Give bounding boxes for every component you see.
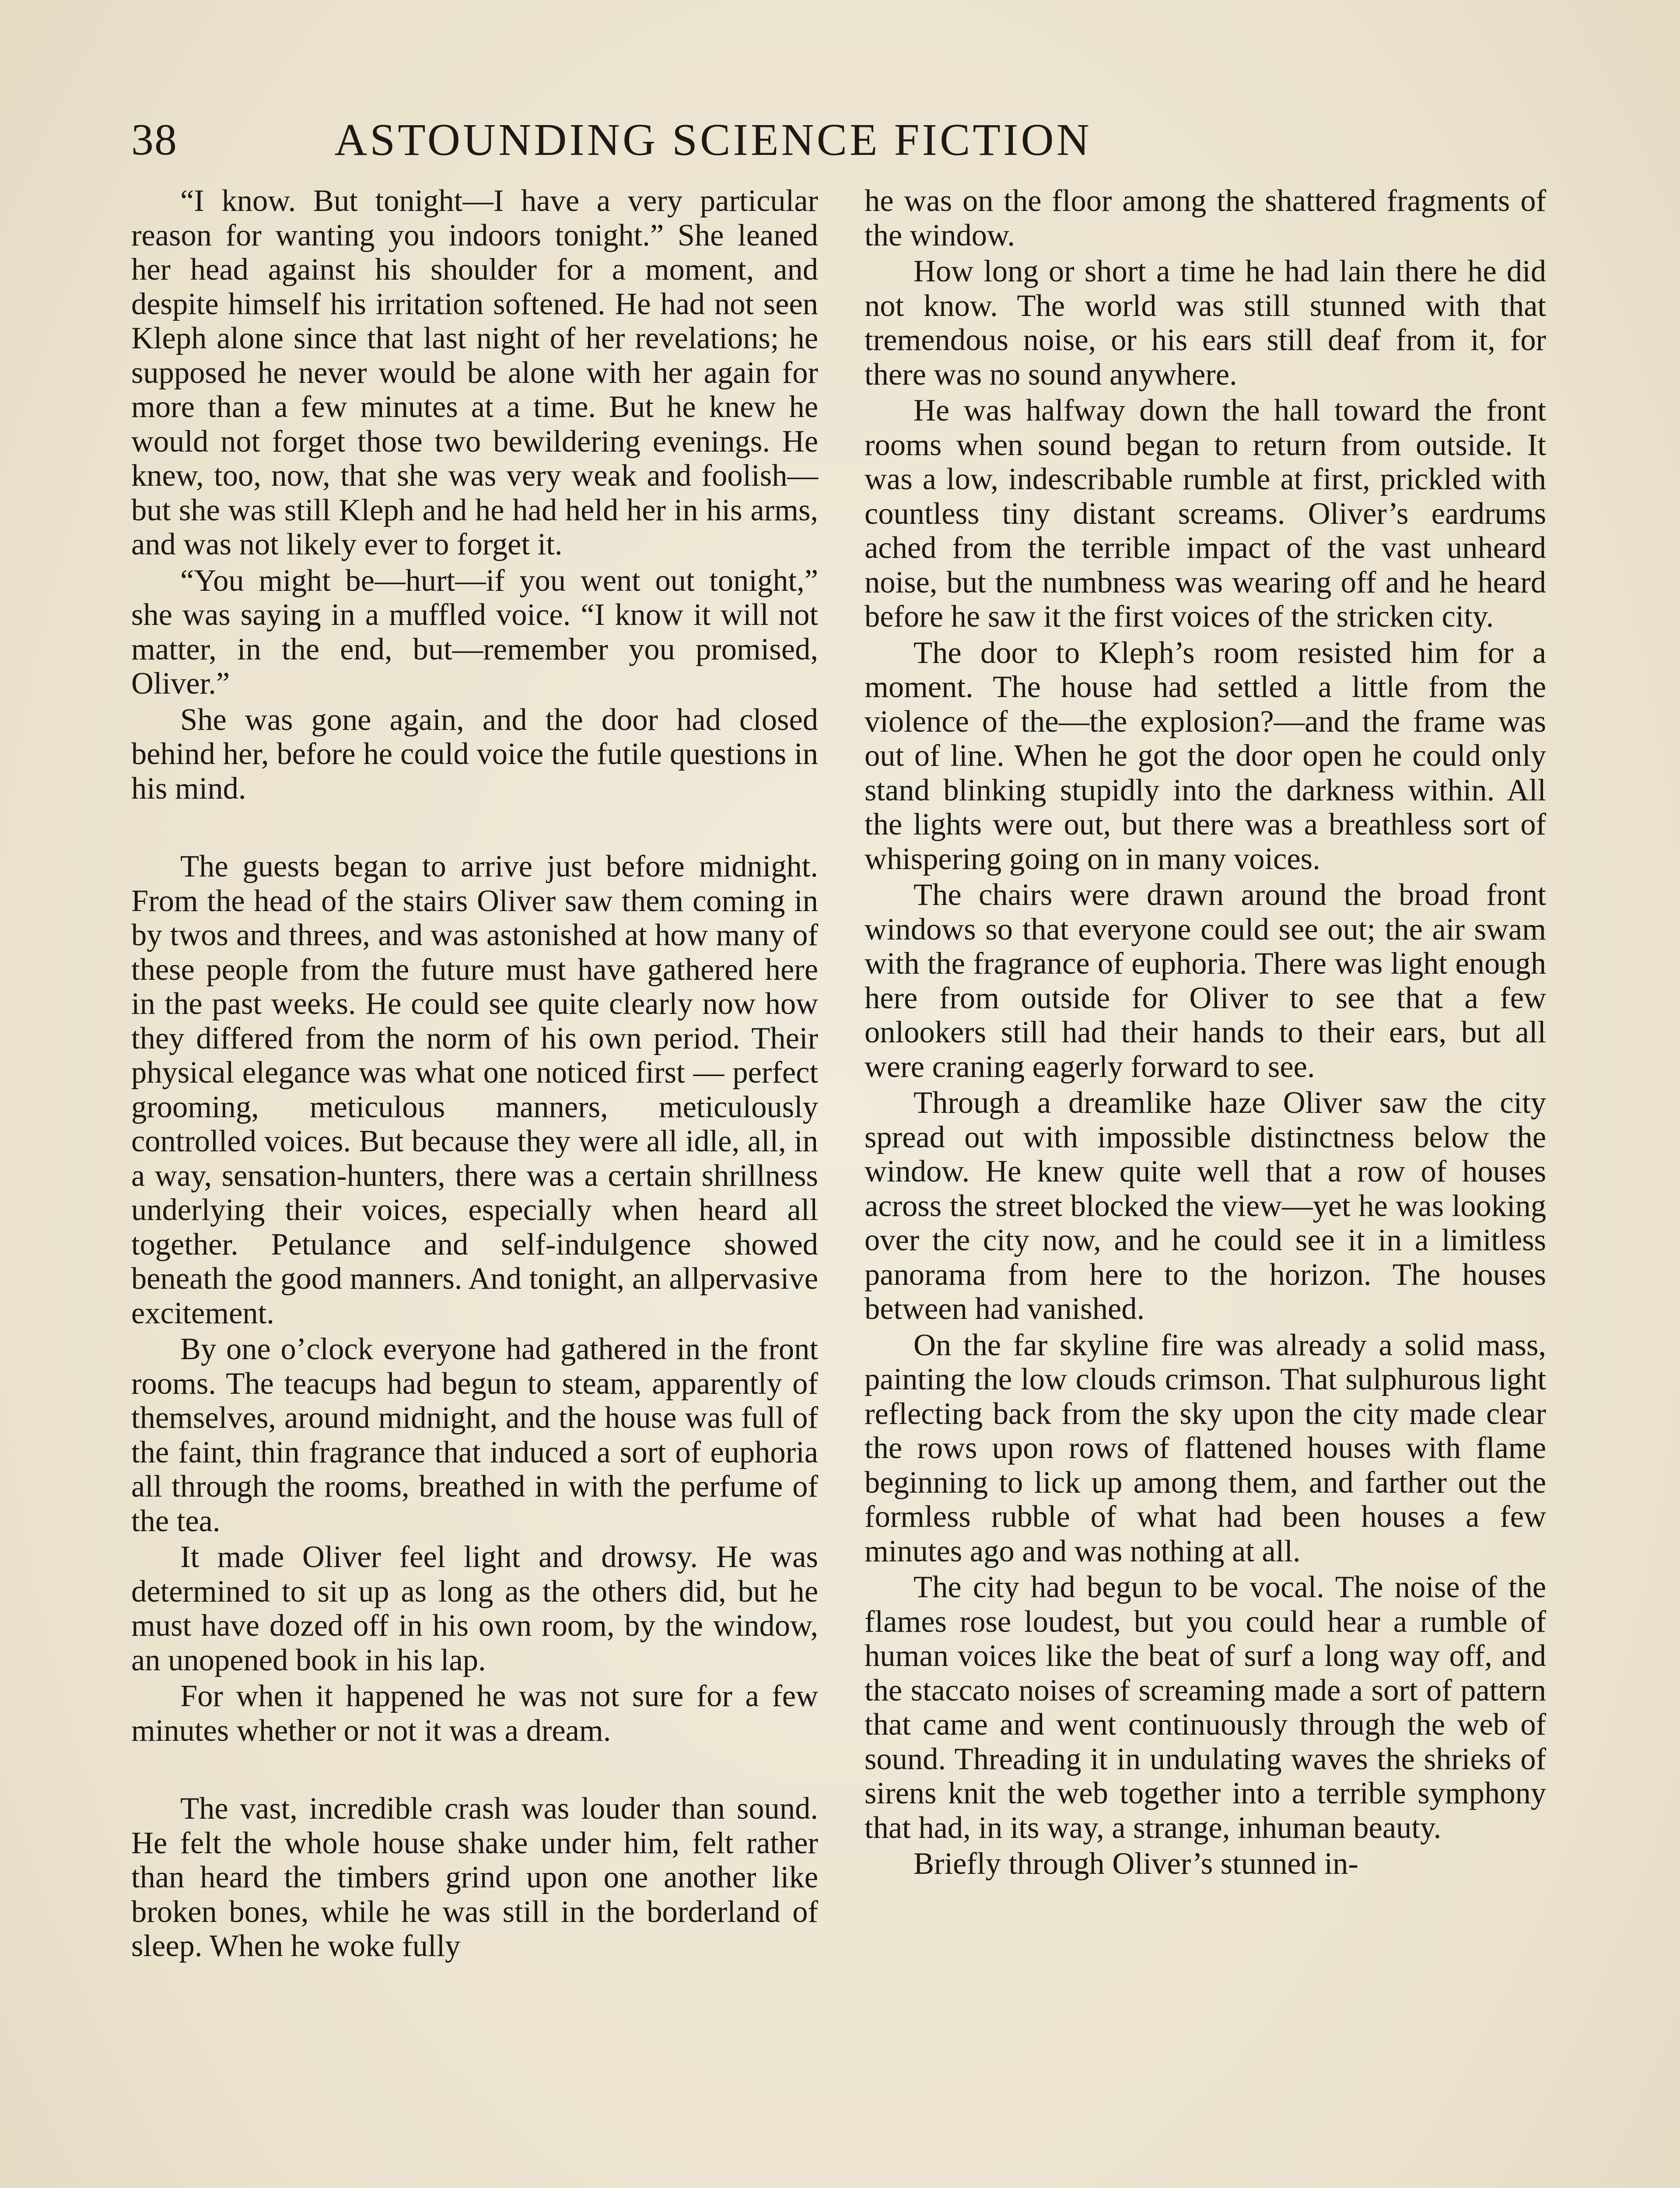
paragraph: The door to Kleph’s room resisted him for a moment. The house had settled a little from the violence of the—the explosion?—and the frame was out of line. When he got the door open he could only stand blinking stupidly into the darkness within. All the lights were out, but there was a breathless sort of whispering going on in many voices. (864, 635, 1546, 876)
paragraph: It made Oliver feel light and drowsy. He was determined to sit up as long as the others did, but he must have dozed off in his own room, by the window, an unopened book in his lap. (131, 1540, 818, 1677)
page-number: 38 (131, 115, 178, 165)
paragraph: Through a dreamlike haze Oliver saw the city spread out with impossible distinctness below the window. He knew quite well that a row of houses across the street blocked the view—yet he was looking over the city now, and he could see it in a limitless panorama from here to the horizon. The houses between had vanished. (864, 1086, 1546, 1326)
section-break (131, 807, 818, 849)
paragraph: For when it happened he was not sure for a few minutes whether or not it was a dream. (131, 1679, 818, 1748)
page-header (131, 109, 1216, 171)
paragraph: How long or short a time he had lain there he did not know. The world was still stunned with that tremendous noise, or his ears still deaf from it, for there was no sound anywhere. (864, 254, 1546, 392)
paragraph: The city had begun to be vocal. The noise of the flames rose loudest, but you could hear a rumble of human voices like the beat of surf a long way off, and the staccato noises of screaming made a sort of pattern that came and went continuously through the web of sound. Threading it in undulating waves the shrieks of sirens knit the web together into a terrible symphony that had, in its way, a strange, inhuman beauty. (864, 1570, 1546, 1845)
running-title: ASTOUNDING SCIENCE FICTION (334, 115, 1092, 165)
left-column (131, 184, 818, 1965)
paragraph: “You might be—hurt—if you went out tonight,” she was saying in a muffled voice. “I know it will not matter, in the end, but—remember you promised, Oliver.” (131, 563, 818, 701)
paragraph: By one o’clock everyone had gathered in the front rooms. The teacups had begun to steam, apparently of themselves, around midnight, and the house was full of the faint, thin fragrance that induced a sort of euphoria all through the rooms, breathed in with the perfume of the tea. (131, 1332, 818, 1538)
paragraph: The chairs were drawn around the broad front windows so that everyone could see out; the air swam with the fragrance of euphoria. There was light enough here from outside for Oliver to see that a few onlookers still had their hands to their ears, but all were craning eagerly forward to see. (864, 878, 1546, 1084)
paragraph: The guests began to arrive just before midnight. From the head of the stairs Oliver saw them coming in by twos and threes, and was astonished at how many of these people from the future must have gathered here in the past weeks. He could see quite clearly now how they differed from the norm of his own period. Their physical elegance was what one noticed first — perfect grooming, meticulous manners, meticulously controlled voices. But because they were all idle, all, in a way, sensation-hunters, there was a certain shrillness underlying their voices, especially when heard all together. Petulance and self-indulgence showed beneath the good manners. And tonight, an allpervasive excitement. (131, 849, 818, 1330)
right-column (864, 184, 1546, 1883)
paragraph: Briefly through Oliver’s stunned in- (914, 1847, 1358, 1881)
section-break (131, 1750, 818, 1792)
paragraph: She was gone again, and the door had closed behind her, before he could voice the futile questions in his mind. (131, 702, 818, 806)
paragraph-continued: he was on the floor among the shattered fragments of the window. (864, 184, 1546, 252)
paragraph: “I know. But tonight—I have a very particular reason for wanting you indoors tonight.” She leaned her head against his shoulder for a moment, and despite himself his irritation softened. He had not seen Kleph alone since that last night of her revelations; he supposed he never would be alone with her again for more than a few minutes at a time. But he knew he would not forget those two bewildering evenings. He knew, too, now, that she was very weak and foolish—but she was still Kleph and he had held her in his arms, and was not likely ever to forget it. (131, 184, 818, 561)
paragraph: On the far skyline fire was already a solid mass, painting the low clouds crimson. That sulphurous light reflecting back from the sky upon the city made clear the rows upon rows of flattened houses with flame beginning to lick up among them, and farther out the formless rubble of what had been houses a few minutes ago and was nothing at all. (864, 1328, 1546, 1568)
paragraph: He was halfway down the hall toward the front rooms when sound began to return from outside. It was a low, indescribable rumble at first, prickled with countless tiny distant screams. Oliver’s eardrums ached from the terrible impact of the vast unheard noise, but the numbness was wearing off and he heard before he saw it the first voices of the stricken city. (864, 393, 1546, 634)
paragraph: The vast, incredible crash was louder than sound. He felt the whole house shake under him, felt rather than heard the timbers grind upon one another like broken bones, while he was still in the borderland of sleep. When he woke fully (131, 1792, 818, 1963)
